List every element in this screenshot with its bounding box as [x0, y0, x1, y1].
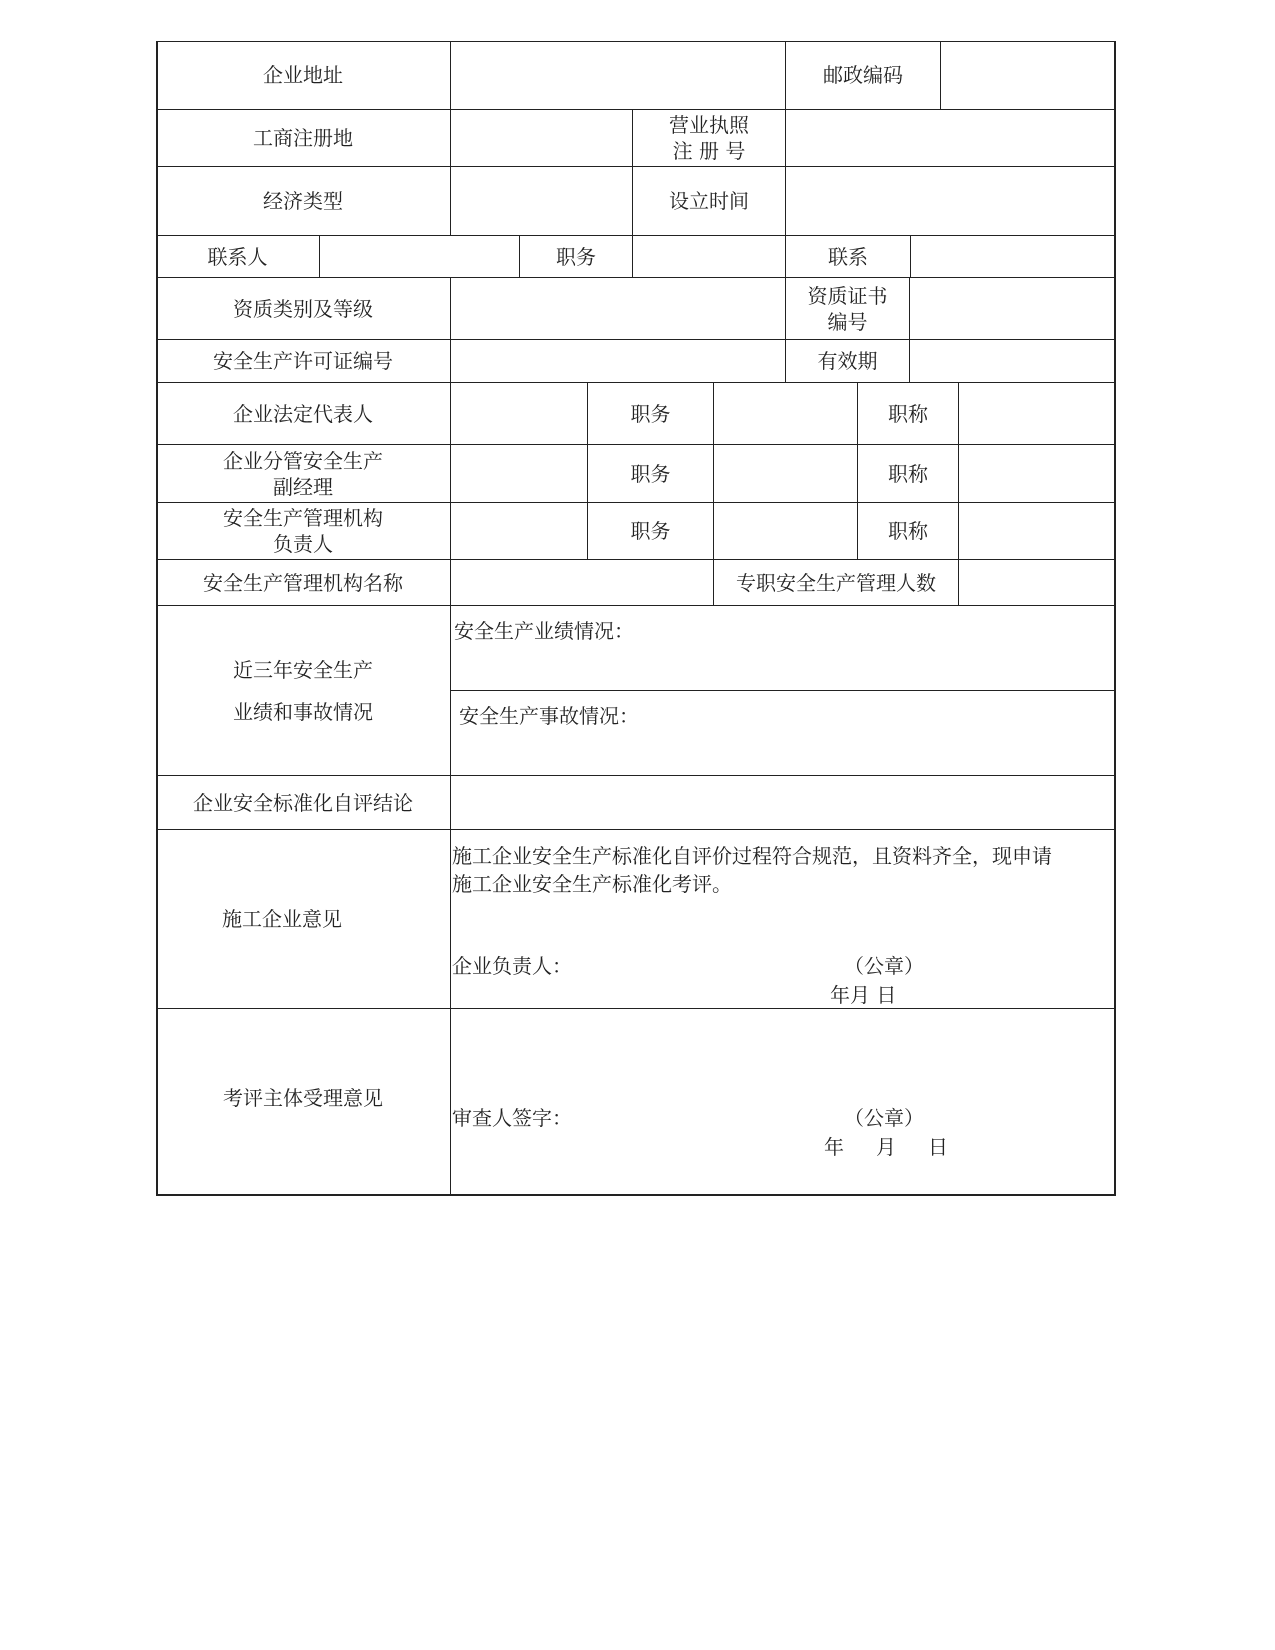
deputy-title-field[interactable]	[959, 445, 1116, 503]
enterprise-opinion-text-line1: 施工企业安全生产标准化自评价过程符合规范，且资料齐全，现申请	[452, 844, 1052, 868]
economic-type-field[interactable]	[451, 167, 633, 236]
evaluator-seal-label: （公章）	[844, 1106, 924, 1130]
validity-label: 有效期	[786, 340, 910, 383]
self-eval-conclusion-label: 企业安全标准化自评结论	[156, 776, 451, 830]
three-year-record-label-line2: 业绩和事故情况	[233, 699, 373, 724]
deputy-manager-field[interactable]	[451, 445, 588, 503]
accident-label: 安全生产事故情况：	[459, 704, 639, 728]
registration-place-label: 工商注册地	[156, 110, 451, 167]
registration-place-field[interactable]	[451, 110, 633, 167]
deputy-position-label: 职务	[588, 445, 714, 503]
legal-rep-label: 企业法定代表人	[156, 383, 451, 445]
form-right-border	[1114, 41, 1116, 1196]
application-form	[156, 41, 1116, 1196]
validity-field[interactable]	[910, 340, 1116, 383]
certificate-number-label-line2: 编号	[827, 309, 868, 334]
deputy-position-field[interactable]	[714, 445, 858, 503]
dept-head-position-field[interactable]	[714, 503, 858, 560]
dept-head-title-label: 职称	[858, 503, 959, 560]
legal-rep-title-label: 职称	[858, 383, 959, 445]
legal-rep-field[interactable]	[451, 383, 588, 445]
enterprise-seal-label: （公章）	[844, 954, 924, 978]
self-eval-conclusion-field[interactable]	[451, 776, 1116, 830]
evaluator-date-month: 月	[876, 1135, 896, 1159]
certificate-number-label	[786, 278, 910, 340]
contact-phone-label: 联系	[786, 236, 911, 278]
form-bottom-border	[156, 1194, 1116, 1196]
performance-field[interactable]	[451, 606, 1116, 691]
address-label: 企业地址	[156, 41, 451, 110]
deputy-manager-label-line1: 企业分管安全生产	[223, 448, 383, 473]
deputy-manager-label-line2: 副经理	[273, 474, 333, 499]
enterprise-opinion-label: 施工企业意见	[156, 830, 451, 1009]
business-license-label-line2: 注 册 号	[672, 139, 746, 163]
safety-permit-label: 安全生产许可证编号	[156, 340, 451, 383]
safety-dept-head-field[interactable]	[451, 503, 588, 560]
enterprise-opinion-text-line2: 施工企业安全生产标准化考评。	[452, 872, 732, 896]
address-field[interactable]	[451, 41, 786, 110]
deputy-manager-label	[156, 445, 451, 503]
evaluator-date-day: 日	[928, 1135, 948, 1159]
reviewer-signature-label: 审查人签字：	[452, 1106, 572, 1130]
postcode-label: 邮政编码	[786, 41, 941, 110]
form-left-border	[156, 41, 158, 1196]
safety-dept-head-label	[156, 503, 451, 560]
qualification-label: 资质类别及等级	[156, 278, 451, 340]
performance-label: 安全生产业绩情况：	[454, 619, 634, 643]
evaluator-opinion-label: 考评主体受理意见	[156, 1009, 451, 1196]
safety-dept-name-label: 安全生产管理机构名称	[156, 560, 451, 606]
legal-rep-title-field[interactable]	[959, 383, 1116, 445]
enterprise-principal-label: 企业负责人：	[452, 954, 572, 978]
contact-person-field[interactable]	[320, 236, 520, 278]
enterprise-date-label: 年月 日	[830, 983, 897, 1007]
enterprise-opinion-text	[452, 842, 1114, 898]
three-year-record-label	[156, 606, 451, 776]
postcode-field[interactable]	[941, 41, 1116, 110]
business-license-label-line1: 营业执照	[669, 113, 749, 137]
established-time-field[interactable]	[786, 167, 1116, 236]
fulltime-staff-count-label: 专职安全生产管理人数	[714, 560, 959, 606]
established-time-label: 设立时间	[633, 167, 786, 236]
contact-position-field[interactable]	[633, 236, 786, 278]
deputy-title-label: 职称	[858, 445, 959, 503]
qualification-field[interactable]	[451, 278, 786, 340]
accident-field[interactable]	[451, 691, 1116, 776]
three-year-record-label-line1: 近三年安全生产	[233, 657, 373, 682]
contact-position-label: 职务	[520, 236, 633, 278]
dept-head-position-label: 职务	[588, 503, 714, 560]
safety-dept-head-label-line1: 安全生产管理机构	[223, 506, 383, 530]
certificate-number-label-line1: 资质证书	[807, 283, 888, 308]
dept-head-title-field[interactable]	[959, 503, 1116, 560]
economic-type-label: 经济类型	[156, 167, 451, 236]
contact-phone-field[interactable]	[911, 236, 1116, 278]
certificate-number-field[interactable]	[910, 278, 1116, 340]
safety-dept-head-label-line2: 负责人	[273, 532, 333, 556]
evaluator-opinion-field[interactable]	[451, 1009, 1116, 1196]
business-license-field[interactable]	[786, 110, 1116, 167]
legal-rep-position-label: 职务	[588, 383, 714, 445]
fulltime-staff-count-field[interactable]	[959, 560, 1116, 606]
legal-rep-position-field[interactable]	[714, 383, 858, 445]
business-license-label	[633, 110, 786, 167]
safety-dept-name-field[interactable]	[451, 560, 714, 606]
evaluator-date-year: 年	[824, 1135, 844, 1159]
safety-permit-field[interactable]	[451, 340, 786, 383]
contact-person-label: 联系人	[156, 236, 320, 278]
